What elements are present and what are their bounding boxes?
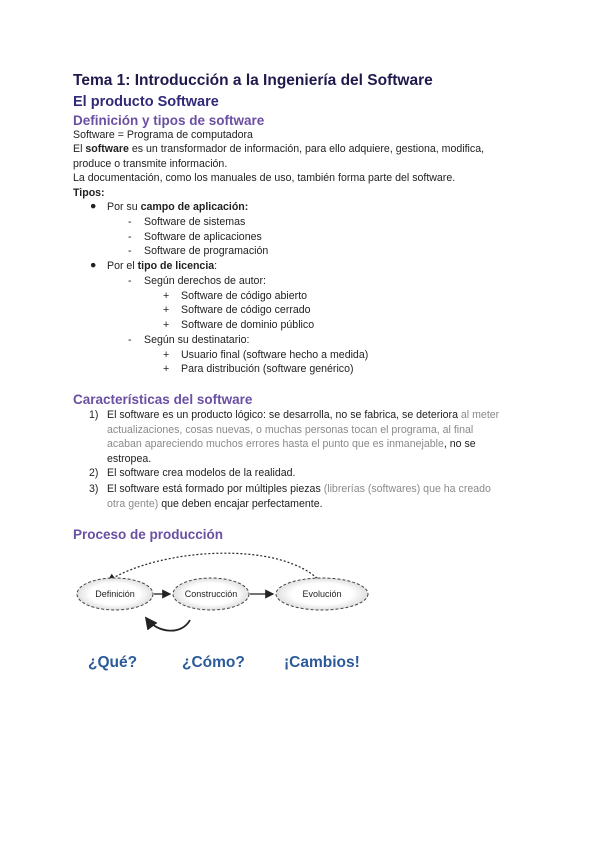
bullet-dot: ● xyxy=(90,259,97,271)
page-title: Tema 1: Introducción a la Ingeniería del Software xyxy=(73,72,433,89)
list-item: Software de dominio público xyxy=(181,319,315,331)
def-line-2: El software es un transformador de información, para ello adquiere, gestiona, modifica, xyxy=(73,143,485,155)
heading-definicion: Definición y tipos de software xyxy=(73,113,265,128)
list-item: Usuario final (software hecho a medida) xyxy=(181,349,369,361)
list-item: Software de programación xyxy=(144,245,269,257)
question-como: ¿Cómo? xyxy=(182,654,245,671)
question-cambios: ¡Cambios! xyxy=(284,654,360,671)
node-label: Construcción xyxy=(184,589,238,599)
car-item-1-line-4: estropea. xyxy=(107,453,152,465)
return-arrow xyxy=(108,553,320,581)
dash: - xyxy=(128,216,132,228)
car-item-2: El software crea modelos de la realidad. xyxy=(107,467,296,479)
list-item: Software de código cerrado xyxy=(181,304,311,316)
process-diagram xyxy=(0,540,600,640)
plus: + xyxy=(163,349,170,361)
tipos-label: Tipos: xyxy=(73,187,105,199)
dash: - xyxy=(128,275,132,287)
def-line-3: produce o transmite información. xyxy=(73,158,228,170)
car-item-3-line-2: otra gente) que deben encajar perfectamente. xyxy=(107,498,323,510)
plus: + xyxy=(163,319,170,331)
bullet-campo: Por su campo de aplicación: xyxy=(107,201,249,213)
list-item: Software de sistemas xyxy=(144,216,246,228)
sub-derechos: Según derechos de autor: xyxy=(144,275,266,287)
node-label: Evolución xyxy=(302,589,342,599)
node-label: Definición xyxy=(95,589,135,599)
sub-destinatario: Según su destinatario: xyxy=(144,334,250,346)
def-line-1: Software = Programa de computadora xyxy=(73,129,253,141)
def-line-4: La documentación, como los manuales de uso, también forma parte del software. xyxy=(73,172,456,184)
num-1: 1) xyxy=(89,409,99,421)
dash: - xyxy=(128,245,132,257)
car-item-1-line-3: acaban apareciendo muchos errores hasta el punto que es inmanejable, no se xyxy=(107,438,476,450)
dash: - xyxy=(128,334,132,346)
section-title: El producto Software xyxy=(73,94,219,110)
bullet-dot: ● xyxy=(90,200,97,212)
num-3: 3) xyxy=(89,483,99,495)
loop-arrow xyxy=(146,618,190,631)
list-item: Software de código abierto xyxy=(181,290,308,302)
list-item: Para distribución (software genérico) xyxy=(181,363,354,375)
num-2: 2) xyxy=(89,467,99,479)
plus: + xyxy=(163,304,170,316)
list-item: Software de aplicaciones xyxy=(144,231,262,243)
car-item-1-line-1: El software es un producto lógico: se desarrolla, no se fabrica, se deteriora al meter xyxy=(107,409,500,421)
bullet-licencia: Por el tipo de licencia: xyxy=(107,260,218,272)
dash: - xyxy=(128,231,132,243)
car-item-1-line-2: actualizaciones, cosas nuevas, o muchas personas tocan el programa, al final xyxy=(107,424,474,436)
heading-caracteristicas: Características del software xyxy=(73,392,253,407)
question-que: ¿Qué? xyxy=(88,654,138,671)
plus: + xyxy=(163,363,170,375)
heading-proceso: Proceso de producción xyxy=(73,527,224,542)
car-item-3-line-1: El software está formado por múltiples piezas (librerías (softwares) que ha creado xyxy=(107,483,491,495)
plus: + xyxy=(163,290,170,302)
